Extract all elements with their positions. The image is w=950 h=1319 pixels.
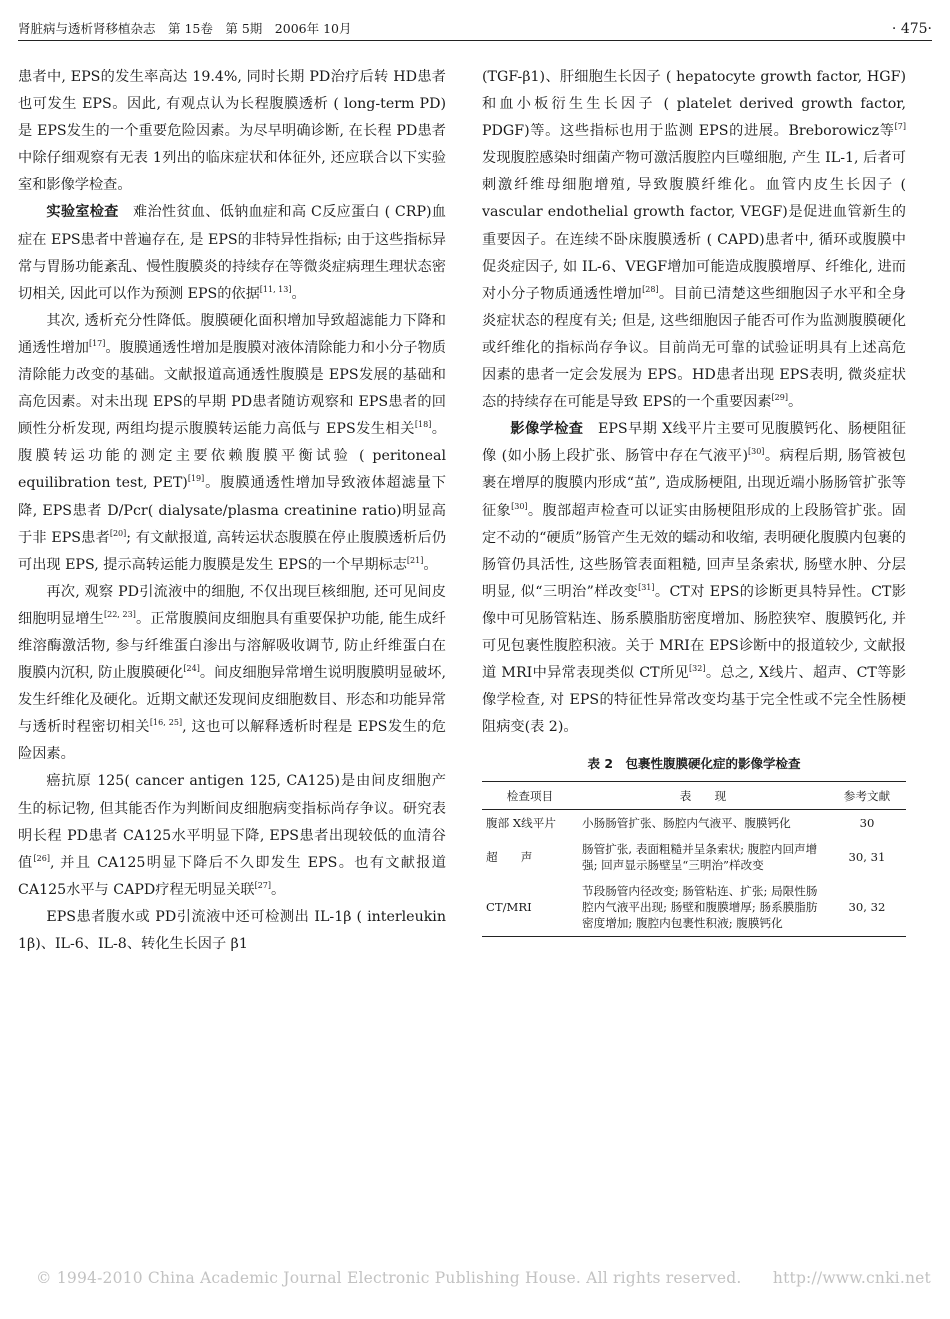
paragraph: 再次, 观察 PD引流液中的细胞, 不仅出现巨核细胞, 还可见间皮细胞明显增生[22, 23]。正常腹膜间皮细胞具有重要保护功能, 能生成纤维溶酶激活物, 参与纤维蛋白渗出与溶解吸收调节, 防止纤维蛋白在腹膜内沉积, 防止腹膜硬化[24]。间皮细胞异常增生说明腹膜明显破坏, 发生纤维化及硬化。近期文献还发现间皮细胞数目、形态和功能异常与透析时程密切相关[16, 25], 这也可以解释透析时程是 EPS发生的危险因素。	[18, 583, 446, 763]
citation: [17]	[88, 338, 106, 348]
citation: [20]	[109, 528, 127, 538]
cell-reference: 30, 31	[848, 850, 886, 865]
citation: [21]	[406, 555, 424, 565]
citation: [30]	[511, 501, 528, 511]
citation: [27]	[254, 880, 272, 890]
cell-reference: 30, 32	[848, 900, 886, 915]
table-row	[482, 878, 906, 937]
paragraph: EPS患者腹水或 PD引流液中还可检测出 IL-1β ( interleukin 1β)、IL-6、IL-8、转化生长因子 β1	[18, 908, 446, 952]
citation: [28]	[642, 284, 659, 294]
citation: [29]	[771, 393, 788, 403]
section-lead-lab: 实验室检查	[46, 204, 119, 221]
header-item: 检查项目	[482, 782, 578, 810]
citation: [7]	[894, 122, 906, 132]
citation: [24]	[183, 664, 200, 674]
citation: [30]	[748, 447, 765, 457]
cell-item: CT/MRI	[486, 900, 532, 915]
paragraph-imaging: 影像学检查 EPS早期 X线平片主要可见腹膜钙化、肠梗阻征像 (如小肠上段扩张、肠管中存在气液平)[30]。病程后期, 肠管被包裹在增厚的腹膜内形成“茧”, 造成肠梗阻, 出现近端小肠肠管扩张等征象[30]。腹部超声检查可以证实由肠梗阻形成的上段肠管扩张。固定不动的“硬质”肠管产生无效的蠕动和收缩, 表明硬化腹膜内包裹的肠管仍具活性, 这些肠管表面粗糙, 回声呈条索状, 肠壁水肿、分层明显, 似“三明治”样改变[31]。CT对 EPS的诊断更具特异性。CT影像中可见肠管粘连、肠系膜脂肪密度增加、肠腔狭窄、腹膜钙化, 并可见包裹性腹腔积液。关于 MRI在 EPS诊断中的报道较少, 文献报道 MRI中异常表现类似 CT所见[32]。总之, X线片、超声、CT等影像学检查, 对 EPS的特征性异常改变均基于完全性或不完全性肠梗阻病变(表 2)。	[482, 421, 906, 736]
citation: [19]	[187, 474, 205, 484]
paragraph: (TGF-β1)、肝细胞生长因子 ( hepatocyte growth factor, HGF)和血小板衍生生长因子 ( platelet derived growth factor, PDGF)等。这些指标也用于监测 EPS的进展。Breborowicz等[7]发现腹腔感染时细菌产物可激活腹腔内巨噬细胞, 产生 IL-1, 后者可刺激纤维母细胞增殖, 导致腹膜纤维化。血管内皮生长因子 ( vascular endothelial growth factor, VEGF)是促进血管新生的重要因子。在连续不卧床腹膜透析 ( CAPD)患者中, 循环或腹膜中促炎症因子, 如 IL-6、VEGF增加可能造成腹膜增厚、纤维化, 进而对小分子物质通透性增加[28]。目前已清楚这些细胞因子水平和全身炎症状态的程度有关; 但是, 这些细胞因子能否可作为监测腹膜硬化或纤维化的指标尚存争议。目前尚无可靠的试验证明具有上述高危因素的患者一定会发展为 EPS。HD患者出现 EPS表明, 微炎症状态的持续存在可能是导致 EPS的一个重要因素[29]。	[482, 69, 906, 411]
citation: [11, 13]	[259, 284, 292, 294]
table-caption: 表 2 包裹性腹膜硬化症的影像学检查	[587, 756, 801, 772]
paragraph: 患者中, EPS的发生率高达 19.4%, 同时长期 PD治疗后转 HD患者也可发生 EPS。因此, 有观点认为长程腹膜透析 ( long-term PD)是 EPS发生的一个重要危险因素。为尽早明确诊断, 在长程 PD患者中除仔细观察有无表 1列出的临床症状和体征外, 还应联合以下实验室和影像学检查。	[18, 69, 446, 194]
citation: [22, 23]	[104, 609, 136, 619]
imaging-table	[482, 781, 906, 937]
page-number: · 475·	[891, 21, 932, 37]
citation: [26]	[33, 853, 50, 863]
cell-item: 超 声	[486, 850, 533, 865]
copyright-watermark: © 1994-2010 China Academic Journal Electronic Publishing House. All rights reserved. http://www.cnki.net	[36, 1269, 931, 1287]
table-row	[482, 810, 906, 837]
journal-title: 肾脏病与透析肾移植杂志 第 15卷 第 5期 2006年 10月	[18, 21, 352, 36]
citation: [18]	[414, 420, 432, 430]
running-header	[18, 18, 932, 41]
citation: [31]	[638, 582, 655, 592]
table-header-row	[482, 782, 906, 810]
section-lead-imaging: 影像学检查	[510, 421, 584, 438]
header-reference: 参考文献	[828, 782, 906, 810]
cell-finding: 节段肠管内径改变; 肠管粘连、扩张; 局限性肠腔内气液平出现; 肠壁和腹膜增厚; 肠系膜脂肪密度增加; 腹腔内包裹性积液; 腹膜钙化	[582, 884, 818, 931]
citation: [32]	[689, 664, 706, 674]
cell-reference: 30	[859, 816, 875, 831]
paragraph: 其次, 透析充分性降低。腹膜硬化面积增加导致超滤能力下降和通透性增加[17]。腹膜通透性增加是腹膜对液体清除能力和小分子物质清除能力改变的基础。文献报道高通透性腹膜是 EPS发展的基础和高危因素。对未出现 EPS的早期 PD患者随访观察和 EPS患者的回顾性分析发现, 两组均提示腹膜转运能力高低与 EPS发生相关[18]。腹膜转运功能的测定主要依赖腹膜平衡试验 ( peritoneal equilibration test, PET)[19]。腹膜通透性增加导致液体超滤量下降, EPS患者 D/Pcr( dialysate/plasma creatinine ratio)明显高于非 EPS患者[20]; 有文献报道, 高转运状态腹膜在停止腹膜透析后仍可出现 EPS, 提示高转运能力腹膜是发生 EPS的一个早期标志[21]。	[18, 312, 447, 573]
header-finding: 表 现	[578, 782, 828, 810]
paragraph: 癌抗原 125( cancer antigen 125, CA125)是由间皮细胞产生的标记物, 但其能否作为判断间皮细胞病变指标尚存争议。研究表明长程 PD患者 CA125水平明显下降, EPS患者出现较低的血清谷值[26], 并且 CA125明显下降后不久即发生 EPS。也有文献报道 CA125水平与 CAPD疗程无明显关联[27]。	[18, 773, 446, 898]
left-column	[18, 64, 446, 958]
right-column	[482, 64, 906, 937]
paragraph-lab-tests: 实验室检查 难治性贫血、低钠血症和高 C反应蛋白 ( CRP)血症在 EPS患者中普遍存在, 是 EPS的非特异性指标; 由于这些指标异常与胃肠功能紊乱、慢性腹膜炎的持续存在等微炎症病理生理状态密切相关, 因此可以作为预测 EPS的依据[11, 13]。	[18, 204, 446, 302]
citation: [16, 25]	[149, 718, 183, 728]
cell-finding: 肠管扩张, 表面粗糙并呈条索状; 腹腔内回声增强; 回声显示肠壁呈“三明治”样改变	[582, 842, 818, 873]
table-row	[482, 836, 906, 878]
cell-finding: 小肠肠管扩张、肠腔内气液平、腹膜钙化	[582, 816, 791, 831]
cell-item: 腹部 X线平片	[486, 816, 556, 831]
